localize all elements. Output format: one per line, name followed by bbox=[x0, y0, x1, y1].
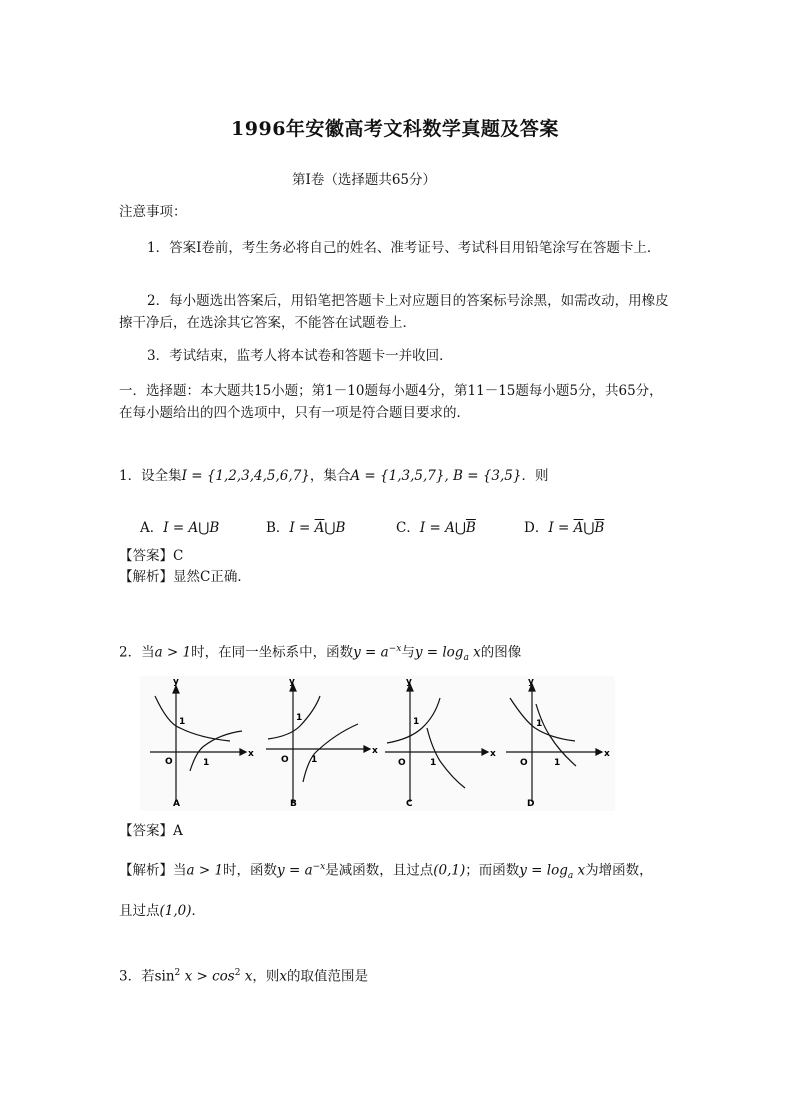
q2-answer: 【答案】A bbox=[119, 823, 183, 839]
q2-analysis: 【解析】当a > 1时，函数$y = a^{-x}$是减函数，且过点(0,1)；而函数$y = \log_a x$为增函数， bbox=[119, 862, 653, 882]
graph-d-one-x: 1 bbox=[554, 758, 561, 768]
q1-option-a: A．I = A⋃B bbox=[140, 520, 220, 536]
part1-intro: 一．选择题：本大题共15小题；第1－10题每小题4分，第11－15题每小题5分，共65分，在每小题给出的四个选项中，只有一项是符合题目要求的． bbox=[119, 383, 663, 421]
section-title: 第Ⅰ卷（选择题共65分） bbox=[292, 172, 437, 188]
graph-b-one-y: 1 bbox=[296, 713, 303, 723]
graph-d-x-label: x bbox=[604, 749, 610, 759]
graph-b-one-x: 1 bbox=[311, 755, 318, 765]
graph-d-letter: D bbox=[527, 799, 535, 809]
set-B: , B = {3,5} bbox=[444, 468, 522, 484]
q1-analysis: 【解析】显然C正确． bbox=[119, 569, 251, 585]
q1-answer: 【答案】C bbox=[119, 548, 184, 564]
graph-a-y-label: y bbox=[173, 677, 179, 687]
graph-a-letter: A bbox=[173, 799, 180, 809]
graph-b-letter: B bbox=[290, 799, 297, 809]
notice-heading: 注意事项： bbox=[119, 204, 187, 220]
q1-option-d: D．$I = \overline{A}⋃\overline{B}$ bbox=[524, 520, 605, 536]
graph-c-x-label: x bbox=[490, 749, 496, 759]
graph-c-origin: O bbox=[398, 758, 406, 768]
q2-graphs-svg bbox=[140, 676, 615, 811]
document-title: 1996年安徽高考文科数学真题及答案 bbox=[231, 118, 559, 140]
graph-b-y-label: y bbox=[289, 677, 295, 687]
graph-d-origin: O bbox=[520, 758, 528, 768]
set-I: I = {1,2,3,4,5,6,7} bbox=[181, 468, 310, 484]
graph-a-x-label: x bbox=[248, 749, 254, 759]
graph-b-origin: O bbox=[281, 755, 289, 765]
graph-a-origin: O bbox=[165, 757, 173, 767]
notice-item-1: 1．答案Ⅰ卷前，考生务必将自己的姓名、准考证号、考试科目用铅笔涂写在答题卡上． bbox=[147, 240, 661, 256]
graph-b-x-label: x bbox=[372, 746, 378, 756]
graph-c-one-x: 1 bbox=[430, 758, 437, 768]
graph-c-one-y: 1 bbox=[413, 717, 420, 727]
q2-analysis-line-2: 且过点(1,0)． bbox=[119, 903, 206, 919]
set-A: A = {1,3,5,7} bbox=[350, 468, 445, 484]
question-3-stem: 3．若$\sin^2 x > \cos^2 x$，则x的取值范围是 bbox=[119, 968, 368, 985]
graph-a-one-x: 1 bbox=[203, 758, 210, 768]
graph-c-letter: C bbox=[406, 799, 413, 809]
graph-d-y-label: y bbox=[528, 677, 534, 687]
question-1-stem: 1．设全集I = {1,2,3,4,5,6,7}，集合A = {1,3,5,7}, B = {3,5}．则 bbox=[119, 468, 549, 484]
graph-c-y-label: y bbox=[406, 677, 412, 687]
q1-option-c: C．$I = A⋃\overline{B}$ bbox=[396, 520, 476, 536]
question-2-stem: 2．当a > 1时，在同一坐标系中，函数$y = a^{-x}$与$y = \log_a x$的图像 bbox=[119, 644, 522, 664]
graph-a-one-y: 1 bbox=[179, 717, 186, 727]
notice-item-2: 2．每小题选出答案后，用铅笔把答题卡上对应题目的答案标号涂黑，如需改动，用橡皮擦干净后，在选涂其它答案，不能答在试题卷上． bbox=[119, 293, 669, 331]
graph-d-one-y: 1 bbox=[536, 719, 543, 729]
q2-graphs-figure bbox=[140, 676, 615, 811]
notice-item-3: 3．考试结束，监考人将本试卷和答题卡一并收回． bbox=[147, 348, 453, 364]
figure-background bbox=[140, 676, 615, 811]
q1-option-b: B．$I = \overline{A}⋃B$ bbox=[266, 520, 346, 536]
